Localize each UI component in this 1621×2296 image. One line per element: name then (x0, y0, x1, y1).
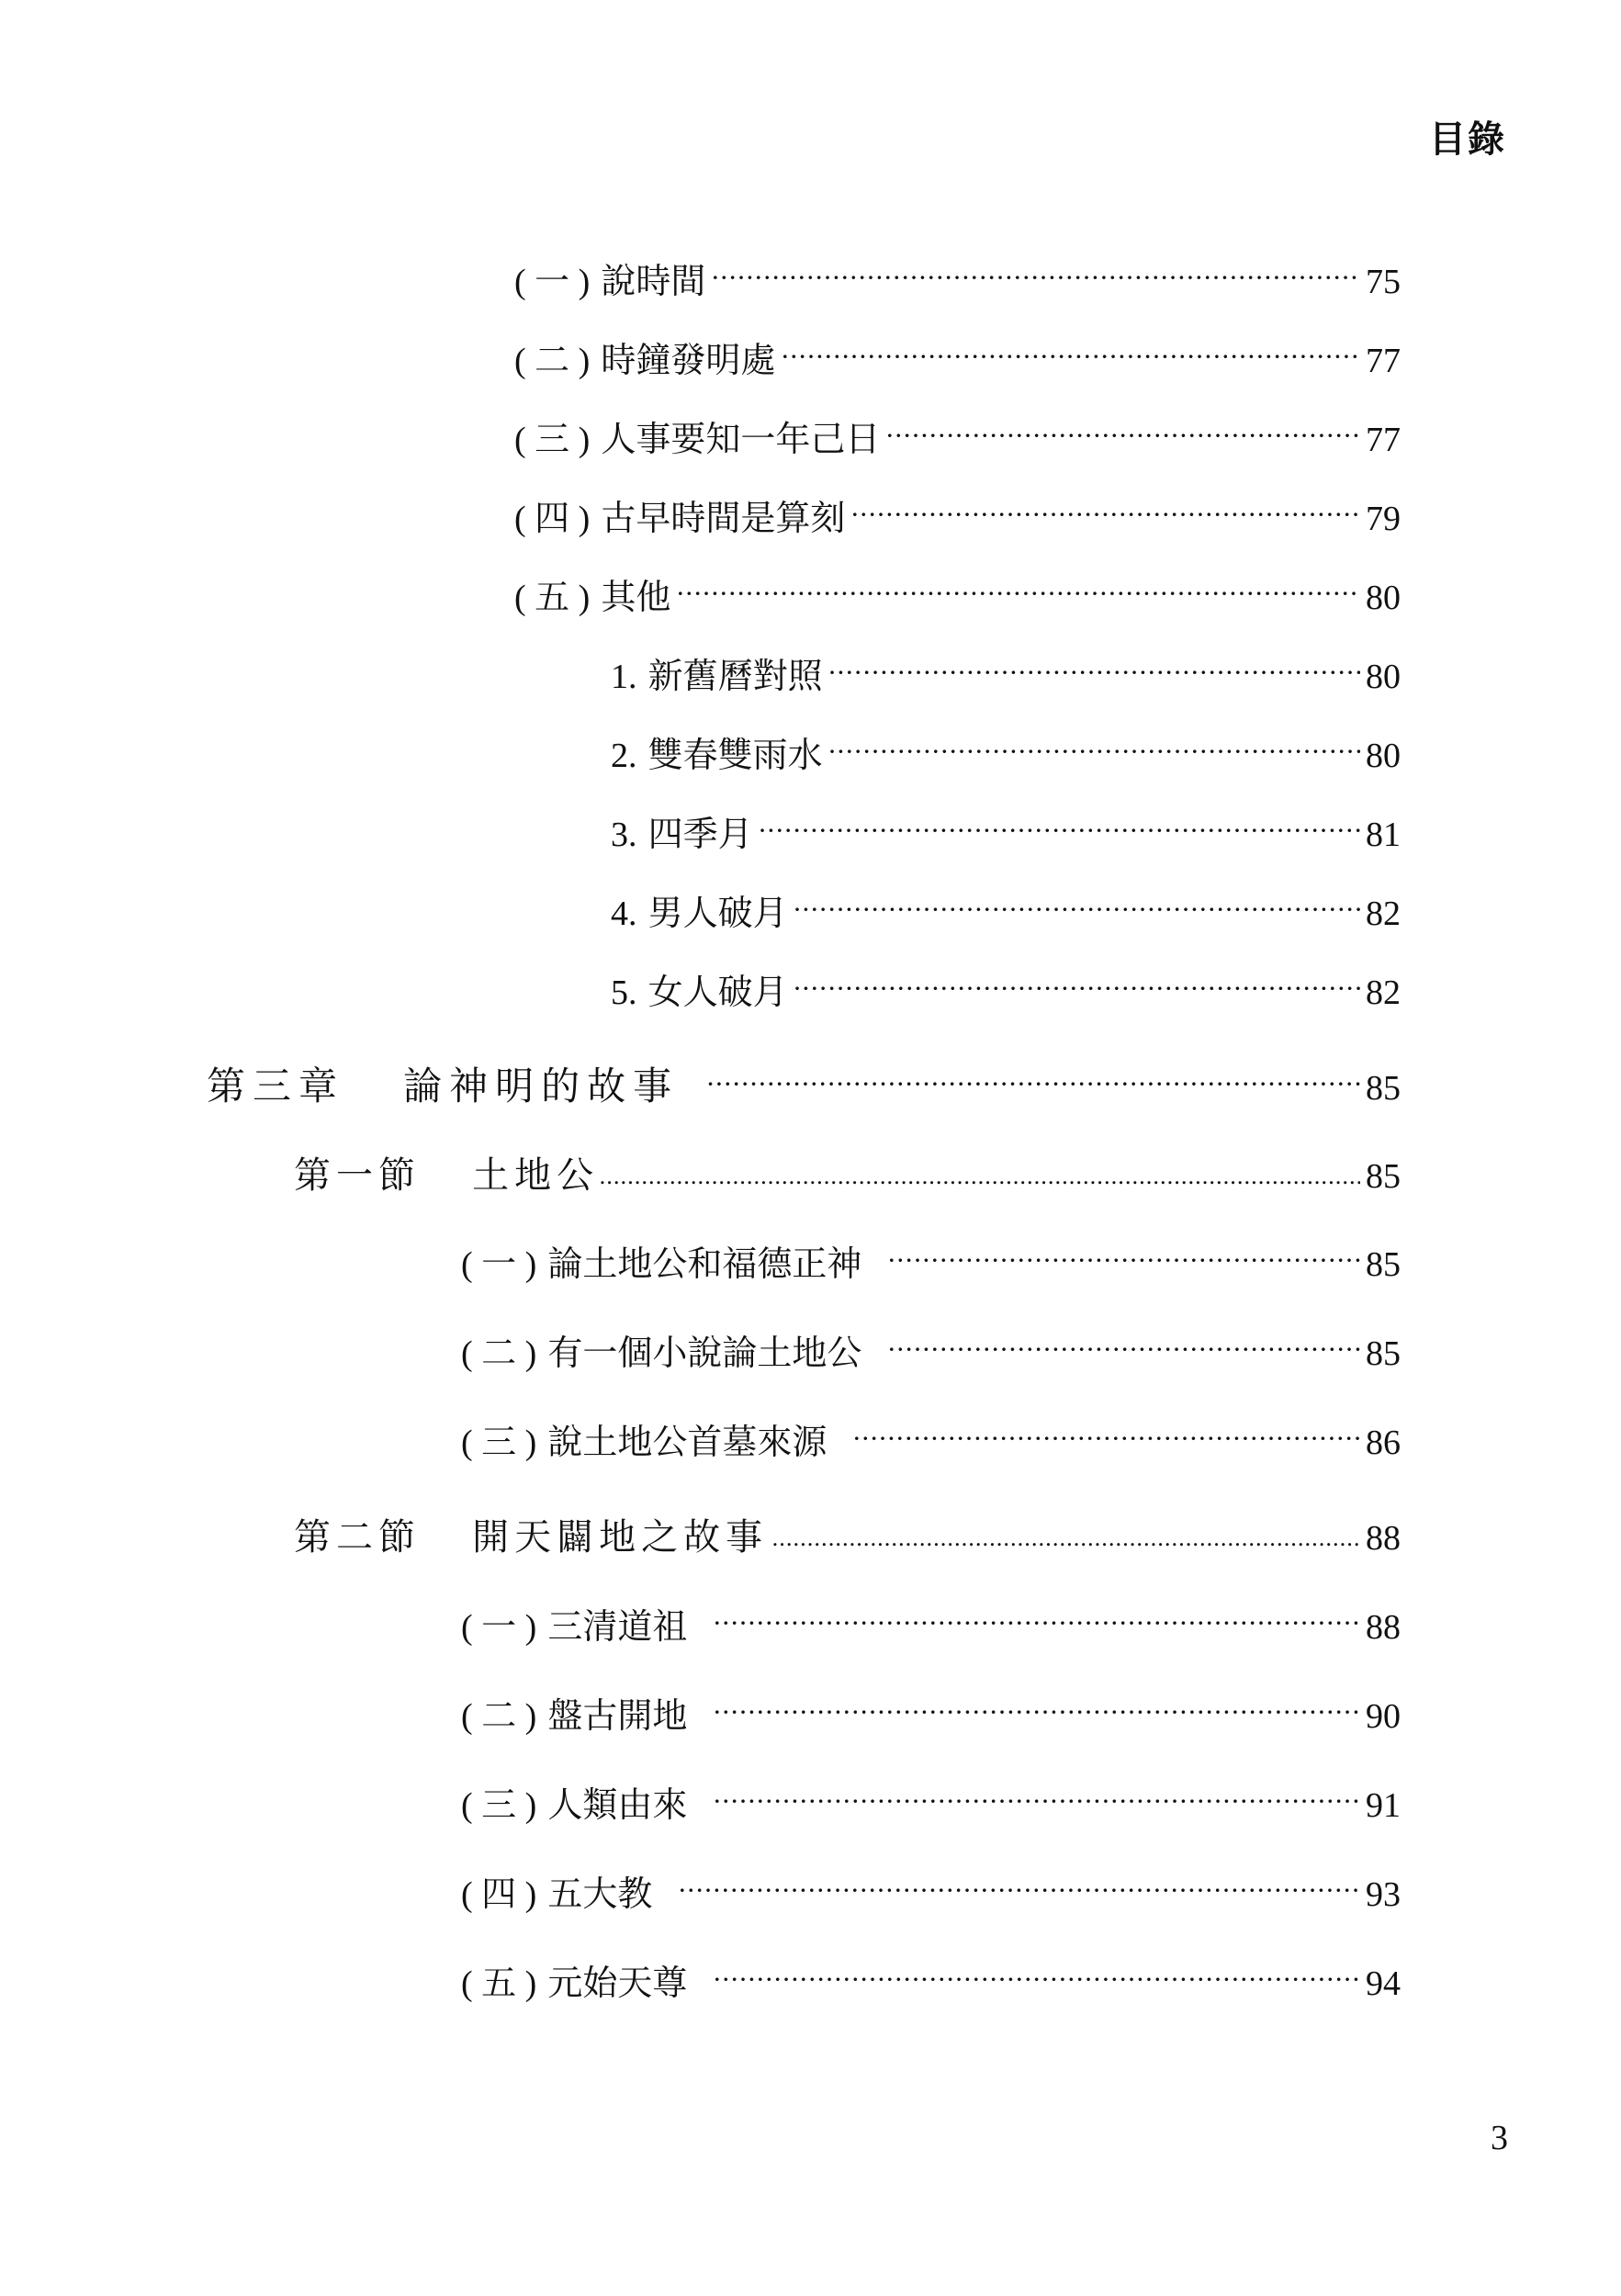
dot-leader (771, 1513, 1360, 1549)
toc-entry-title: 時鐘發明處 (601, 342, 776, 380)
toc-entry-prefix: ( 一 ) (461, 1608, 537, 1647)
toc-entry-page: 85 (1366, 1157, 1401, 1196)
toc-entry[interactable] (514, 332, 1401, 382)
toc-entry-title: 說土地公首墓來源 (547, 1424, 827, 1462)
toc-entry[interactable] (611, 805, 1401, 856)
chapter-title: 論神明的故事 (403, 1064, 680, 1109)
toc-entry[interactable] (611, 963, 1401, 1014)
toc-entry[interactable] (611, 726, 1401, 777)
toc-entry-title: 三清道祖 (547, 1608, 688, 1647)
toc-entry-page: 85 (1366, 1069, 1401, 1108)
toc-entry-page: 81 (1366, 816, 1401, 854)
page-number: 3 (1491, 2119, 1508, 2157)
toc-entry[interactable] (514, 411, 1401, 461)
dot-leader (850, 495, 1360, 530)
toc-chapter[interactable] (207, 1056, 1401, 1111)
toc-entry-prefix: ( 五 ) (514, 579, 591, 617)
toc-entry-prefix: ( 一 ) (514, 263, 591, 301)
toc-entry-title: 論土地公和福德正神 (547, 1245, 862, 1284)
toc-entry-page: 85 (1366, 1245, 1401, 1284)
toc-entry-page: 80 (1366, 658, 1401, 696)
toc-entry[interactable] (611, 884, 1401, 935)
toc-entry-prefix: ( 二 ) (514, 342, 591, 380)
dot-leader (794, 890, 1360, 925)
toc-entry[interactable] (514, 253, 1401, 303)
toc-entry-title: 新舊曆對照 (647, 658, 823, 696)
toc-entry[interactable] (611, 647, 1401, 698)
toc-entry-page: 91 (1366, 1786, 1401, 1825)
dot-leader (713, 1960, 1360, 1995)
dot-leader (676, 574, 1360, 609)
toc-entry-page: 75 (1366, 263, 1401, 301)
toc-entry-page: 79 (1366, 500, 1401, 538)
toc-entry-page: 86 (1366, 1424, 1401, 1462)
toc-entry-title: 雙春雙雨水 (647, 737, 823, 775)
toc-entry-prefix: 2. (611, 737, 637, 775)
toc-entry-prefix: ( 四 ) (461, 1875, 537, 1914)
toc-entry-prefix: ( 二 ) (461, 1334, 537, 1373)
toc-entry-page: 88 (1366, 1608, 1401, 1647)
toc-entry-prefix: 3. (611, 816, 637, 854)
toc-entry-title: 男人破月 (647, 895, 788, 933)
toc-entry-title: 四季月 (647, 816, 753, 854)
toc-entry[interactable] (461, 1235, 1401, 1286)
toc-entry-prefix: ( 一 ) (461, 1245, 537, 1284)
toc-entry-prefix: ( 三 ) (461, 1424, 537, 1462)
toc-entry[interactable] (461, 1598, 1401, 1649)
toc-entry-page: 88 (1366, 1519, 1401, 1558)
toc-entry-page: 85 (1366, 1334, 1401, 1373)
toc-entry-prefix: ( 四 ) (514, 500, 591, 538)
toc-entry-page: 82 (1366, 895, 1401, 933)
toc-section[interactable] (294, 1508, 1401, 1560)
dot-leader (713, 1604, 1360, 1638)
toc-entry-prefix: ( 三 ) (461, 1786, 537, 1825)
dot-leader (885, 416, 1360, 451)
dot-leader (713, 1782, 1360, 1817)
section-title: 土地公 (472, 1154, 600, 1197)
dot-leader (887, 1241, 1360, 1276)
toc-entry-prefix: ( 二 ) (461, 1697, 537, 1736)
dot-leader (887, 1330, 1360, 1365)
toc-entry-title: 女人破月 (647, 974, 788, 1012)
toc-entry-title: 人事要知一年己日 (601, 421, 881, 459)
toc-entry-prefix: ( 五 ) (461, 1964, 537, 2003)
dot-leader (713, 1693, 1360, 1728)
toc-entry[interactable] (514, 568, 1401, 619)
toc-entry-prefix: 5. (611, 974, 637, 1012)
toc-entry-title: 說時間 (601, 263, 706, 301)
dot-leader (678, 1871, 1360, 1906)
toc-section[interactable] (294, 1146, 1401, 1199)
toc-entry[interactable] (461, 1776, 1401, 1827)
toc-entry-title: 盤古開地 (547, 1697, 688, 1736)
toc-entry-prefix: 1. (611, 658, 637, 696)
section-number: 第一節 (294, 1154, 421, 1197)
section-title: 開天闢地之故事 (472, 1516, 769, 1559)
toc-entry[interactable] (514, 490, 1401, 540)
toc-entry-title: 五大教 (547, 1875, 653, 1914)
dot-leader (781, 337, 1360, 372)
toc-entry[interactable] (461, 1687, 1401, 1738)
dot-leader (828, 653, 1360, 688)
dot-leader (711, 258, 1360, 293)
toc-entry-page: 77 (1366, 342, 1401, 380)
dot-leader (852, 1419, 1360, 1454)
toc-entry-title: 其他 (601, 579, 671, 617)
toc-entry-prefix: ( 三 ) (514, 421, 591, 459)
toc-entry-page: 77 (1366, 421, 1401, 459)
toc-entry[interactable] (461, 1865, 1401, 1916)
dot-leader (759, 811, 1360, 846)
toc-entry-title: 古早時間是算刻 (601, 500, 846, 538)
section-number: 第二節 (294, 1516, 421, 1559)
toc-entry-title: 有一個小說論土地公 (547, 1334, 862, 1373)
toc-entry-prefix: 4. (611, 895, 637, 933)
dot-leader (599, 1151, 1360, 1187)
toc-entry-page: 93 (1366, 1875, 1401, 1914)
toc-entry-page: 94 (1366, 1964, 1401, 2003)
dot-leader (828, 732, 1360, 767)
chapter-number: 第三章 (207, 1064, 345, 1109)
dot-leader (706, 1061, 1360, 1099)
toc-entry-page: 90 (1366, 1697, 1401, 1736)
toc-entry-page: 82 (1366, 974, 1401, 1012)
toc-entry-title: 人類由來 (547, 1786, 688, 1825)
toc-entry[interactable] (461, 1954, 1401, 2005)
dot-leader (794, 969, 1360, 1004)
toc-entry[interactable] (461, 1324, 1401, 1375)
toc-entry-page: 80 (1366, 579, 1401, 617)
toc-entry-page: 80 (1366, 737, 1401, 775)
toc-entry[interactable] (461, 1413, 1401, 1464)
toc-entry-title: 元始天尊 (547, 1964, 688, 2003)
page-header-title: 目錄 (1429, 118, 1506, 161)
